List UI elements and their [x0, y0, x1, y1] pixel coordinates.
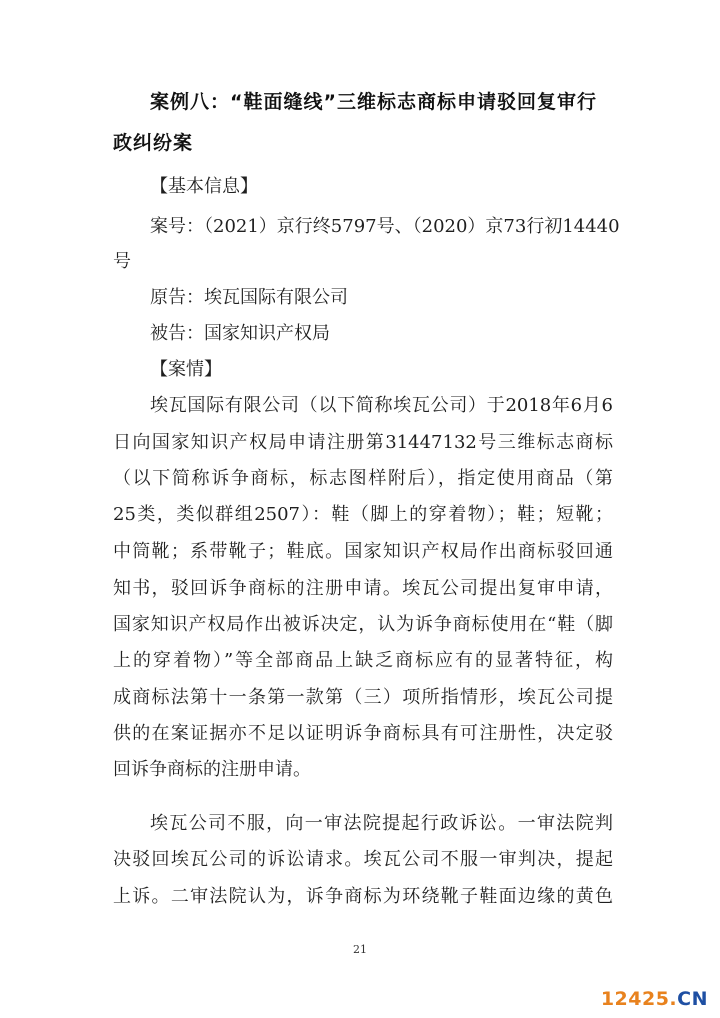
watermark-dot: .	[669, 988, 678, 1010]
watermark-numbers: 12425	[600, 988, 670, 1010]
document-title: 案例八：“鞋面缝线”三维标志商标申请驳回复审行政纠纷案	[113, 91, 597, 154]
paragraph-1-line: （以下简称诉争商标，标志图样附后），指定使用商品（第	[113, 468, 613, 489]
paragraph-2-line: 上诉。二审法院认为，诉争商标为环绕靴子鞋面边缘的黄色	[113, 886, 613, 907]
paragraph-2-line: 决驳回埃瓦公司的诉讼请求。埃瓦公司不服一审判决，提起	[113, 849, 613, 870]
plaintiff-line: 原告：埃瓦国际有限公司	[150, 287, 348, 308]
case-number-line-1: 案号：（2021）京行终5797号、（2020）京73行初14440	[150, 216, 620, 237]
case-facts-heading: 【案情】	[150, 359, 222, 380]
paragraph-2-line: 埃瓦公司不服，向一审法院提起行政诉讼。一审法院判	[150, 813, 613, 834]
watermark-tld: CN	[677, 988, 708, 1010]
basic-info-heading: 【基本信息】	[150, 176, 258, 197]
defendant-line: 被告：国家知识产权局	[150, 323, 330, 344]
page-number: 21	[353, 943, 367, 956]
paragraph-1-line: 中筒靴；系带靴子；鞋底。国家知识产权局作出商标驳回通	[113, 541, 613, 562]
site-watermark	[601, 988, 708, 1010]
paragraph-1-line: 知书，驳回诉争商标的注册申请。埃瓦公司提出复审申请，	[113, 578, 613, 599]
paragraph-1-line: 国家知识产权局作出被诉决定，认为诉争商标使用在“鞋（脚	[113, 614, 613, 635]
paragraph-1-line: 埃瓦国际有限公司（以下简称埃瓦公司）于2018年6月6	[150, 395, 613, 416]
case-number-line-2: 号	[113, 251, 131, 272]
paragraph-1-line: 回诉争商标的注册申请。	[113, 759, 311, 780]
paragraph-1-line: 成商标法第十一条第一款第（三）项所指情形，埃瓦公司提	[113, 687, 613, 708]
paragraph-1-line: 上的穿着物）”等全部商品上缺乏商标应有的显著特征，构	[113, 650, 613, 671]
paragraph-1-line: 日向国家知识产权局申请注册第31447132号三维标志商标	[113, 432, 613, 453]
paragraph-1-line: 25类，类似群组2507）：鞋（脚上的穿着物）；鞋；短靴；	[113, 504, 613, 525]
paragraph-1-line: 供的在案证据亦不足以证明诉争商标具有可注册性，决定驳	[113, 723, 613, 744]
